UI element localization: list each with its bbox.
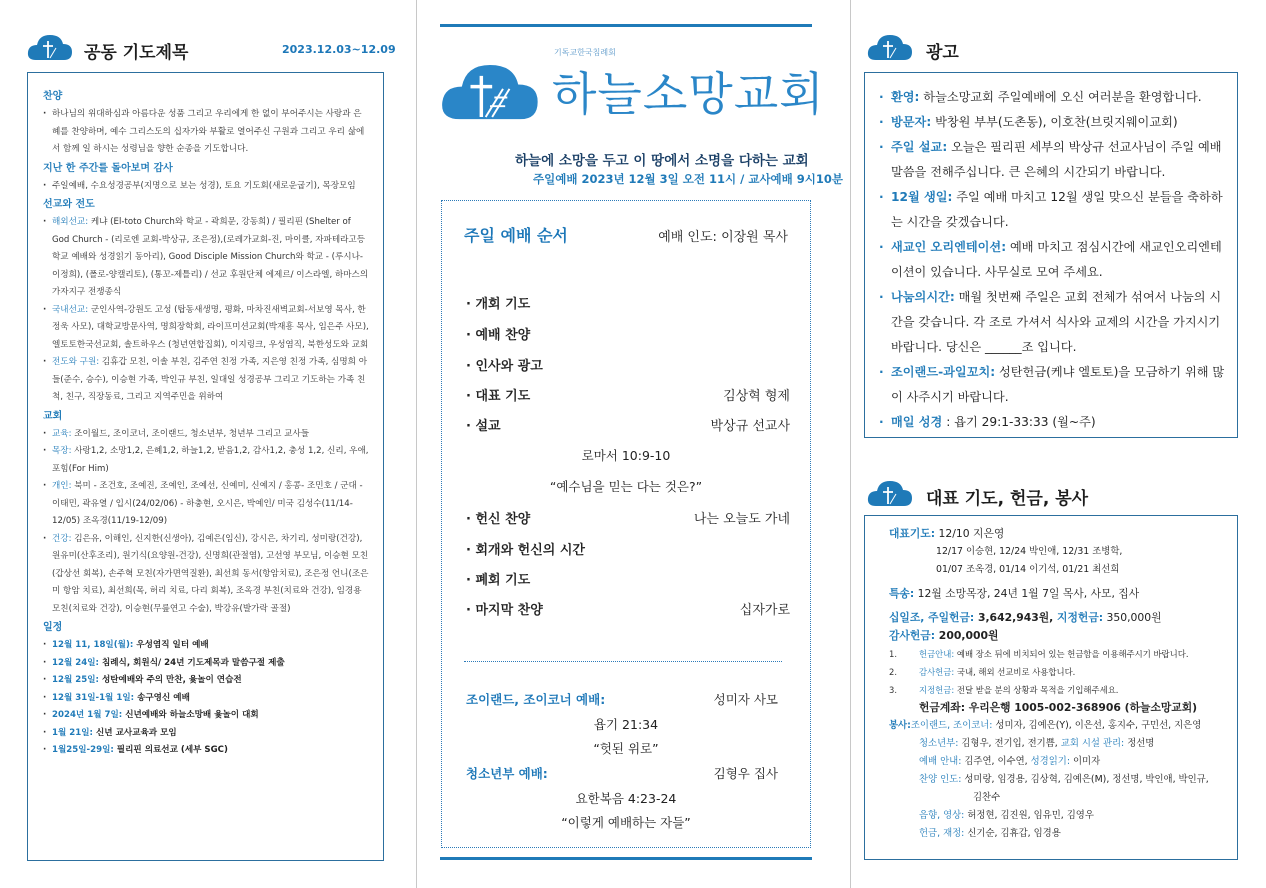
- prayer-item: · 국내선교: 군인사역-강원도 고성 (탑동새생명, 평화, 마차진새벽교회-서보영 목사, 한정욱 사모), 대학교방문사역, 명희장학회, 라이프미션교회(박재흥 목사, 임은주 사모), 엘토토한국선교회, 솔트하우스 (청년연합집회), 이지링크, 우성염직, 북한성도와 교회: [43, 302, 369, 355]
- prayer-category-church: [43, 407, 369, 619]
- offering-note: 1. 헌금안내: 예배 장소 뒤에 비치되어 있는 헌금함을 이용해주시기 바랍니다.: [889, 649, 1189, 659]
- schedule-item: · 12월 31일-1월 1일: 송구영신 예배: [43, 690, 369, 708]
- prayer-category-thanks: [43, 159, 369, 196]
- order-item: · 예배 찬양: [466, 328, 531, 343]
- prayer-item: · 전도와 구원: 김휴갑 모친, 이솔 부친, 김주연 친정 가족, 지은영 친정 가족, 심명희 아들(준수, 승수), 이승현 가족, 박인규 부친, 일대일 성경공부 그리고 기도하는 가족 친척, 친구, 직장동료, 그리고 지역주민을 위하여: [43, 354, 369, 407]
- order-item: · 폐회 기도: [466, 573, 531, 588]
- prayer-title: 공동 기도제목: [84, 43, 189, 63]
- category-title: 일정: [43, 622, 63, 633]
- prayer-item: · 건강: 김은유, 이해인, 신지한(신생아), 김예은(임신), 강시은, 차기리, 성미랑(건강), 원유미(산후조리), 원기식(요양원-건강), 신명희(관절염), 고선영 부모님, 이승현 모친(갑상선 회복), 손주혁 모친(자가면역질환), 최선희 동서(항암치료), 조은정 언니(조은미 항암 치료), 최선희(목, 허리 치료, 다리 회복), 조옥경 부친(치료와 건강), 임경용 모친(치료와 건강), 이승현(무릎연고 수술), 박강유(발가락 골절): [43, 531, 369, 619]
- ads-title: 광고: [926, 43, 959, 63]
- denomination-label: 기독교한국침례회: [554, 48, 616, 57]
- special-song: 특송: 12월 소망목장, 24년 1월 7일 목사, 사모, 집사: [889, 587, 1140, 600]
- rep-prayer-line: 01/07 조옥경, 01/14 이기석, 01/21 최선희: [936, 564, 1120, 575]
- ad-item: · 12월 생일: 주일 예배 마치고 12월 생일 맞으신 분들을 축하하는 시간을 갖겠습니다.: [879, 185, 1225, 235]
- prayer-box: [27, 72, 384, 861]
- offering-note: 3. 지정헌금: 전달 받을 분의 상황과 목적을 기입해주세요.: [889, 685, 1119, 695]
- youth-sermon-title: “이렇게 예배하는 자들”: [561, 815, 691, 830]
- ad-item: · 주일 설교: 오늘은 필리핀 세부의 박상규 선교사님이 주일 예배 말씀을 전해주십니다. 큰 은혜의 시간되기 바랍니다.: [879, 135, 1225, 185]
- ad-item: · 새교인 오리엔테이션: 예배 마치고 점심시간에 새교인오리엔테이션이 있습니다. 사무실로 모여 주세요.: [879, 235, 1225, 285]
- ad-item: · 방문자: 박창원 부부(도촌동), 이호찬(브릿지웨이교회): [879, 110, 1225, 135]
- prayer-category-mission: [43, 195, 369, 407]
- order-item: · 인사와 광고: [466, 359, 543, 374]
- bottom-rule: [440, 857, 812, 860]
- category-title: 지난 한 주간를 돌아보며 감사: [43, 162, 173, 174]
- prayer-item: · 하나님의 위대하심과 아름다운 성품 그리고 우리에게 한 없이 부어주시는 사랑과 은혜를 찬양하며, 예수 그리스도의 십자가와 부활로 열어주신 구원과 그리고 우리 삶에서 함께 일 하시는 성령님을 향한 순종을 기도합니다.: [43, 106, 369, 159]
- ad-item: · 환영: 하늘소망교회 주일예배에 오신 여러분을 환영합니다.: [879, 85, 1225, 110]
- top-rule: [440, 24, 812, 27]
- prayer-panel: [0, 0, 416, 888]
- order-item: · 대표 기도 김상혁 형제: [466, 389, 790, 404]
- prayer-item: · 개인: 북미 - 조건호, 조예진, 조예인, 조예선, 신예미, 신예지 / 홍콩- 조민호 / 군대 - 이태민, 곽유열 / 입시(24/02/06) - 하충현, 오시은, 박예인/ 미국 김성수(11/14-12/05) 조옥경(11/19-12/09): [43, 478, 369, 531]
- prayer-category-schedule: [43, 618, 369, 760]
- joy-service-header: 조이랜드, 조이코너 예배: 성미자 사모: [466, 692, 778, 707]
- service-line: 찬양 인도: 성미랑, 임경용, 김상혁, 김예은(M), 정선명, 박인애, 박인규,: [919, 774, 1209, 785]
- order-item: · 설교 박상규 선교사: [466, 419, 790, 434]
- thanks-offering: 감사헌금: 200,000원: [889, 629, 999, 642]
- church-name: 하늘소망교회: [552, 67, 825, 121]
- schedule-item: · 12월 24일: 침례식, 회원식/ 24년 기도제목과 말씀구절 제출: [43, 655, 369, 673]
- date-range: 2023.12.03~12.09: [282, 43, 396, 56]
- order-item: · 회개와 헌신의 시간: [466, 543, 585, 558]
- offering-account: 헌금계좌: 우리은행 1005-002-368906 (하늘소망교회): [919, 701, 1198, 714]
- sermon-reference: 로마서 10:9-10: [581, 448, 671, 463]
- dotted-divider: [464, 661, 782, 662]
- order-item: · 마지막 찬양 십자가로: [466, 603, 790, 618]
- service-line: 봉사:조이랜드, 조이코너: 성미자, 김예은(Y), 이은선, 홍지수, 구민선, 지은영: [889, 720, 1202, 731]
- cloud-cross-icon: [866, 32, 914, 62]
- worship-leader: 예배 인도: 이장원 목사: [658, 230, 788, 245]
- ad-item: · 조이랜드-과일꼬치: 성탄헌금(케냐 엘토토)을 모금하기 위해 많이 사주시기 바랍니다.: [879, 360, 1225, 410]
- offering-line: 십일조, 주일헌금: 3,642,943원, 지정헌금: 350,000원: [889, 611, 1162, 624]
- sermon-title: “예수님을 믿는 다는 것은?”: [549, 479, 703, 494]
- schedule-item: · 12월 25일: 성탄예배와 주의 만찬, 윷놀이 연습전: [43, 672, 369, 690]
- order-item: · 개회 기도: [466, 297, 531, 312]
- prayer-category-praise: [43, 87, 369, 159]
- worship-order-title: 주일 예배 순서: [464, 226, 568, 245]
- ads-box: [864, 72, 1238, 438]
- announcement-panel: [850, 0, 1266, 888]
- rep-box: [864, 515, 1238, 860]
- category-title: 찬양: [43, 91, 63, 102]
- rep-prayer: 대표기도: 12/10 지은영: [889, 527, 1005, 540]
- rep-title: 대표 기도, 헌금, 봉사: [926, 489, 1089, 509]
- schedule-item: · 12월 11, 18일(월): 우성염직 일터 예배: [43, 637, 369, 655]
- service-line: 예배 안내: 김주연, 이수연, 성경읽기: 이미자: [919, 756, 1101, 767]
- order-item: · 헌신 찬양 나는 오늘도 가네: [466, 512, 790, 527]
- schedule-item: · 2024년 1월 7일: 신년예배와 하늘소망배 윷놀이 대회: [43, 707, 369, 725]
- schedule-item: · 1월 21일: 신년 교사교육과 모임: [43, 725, 369, 743]
- youth-service-header: 청소년부 예배: 김형우 집사: [466, 766, 778, 781]
- offering-note: 2. 감사헌금: 국내, 해외 선교비로 사용합니다.: [889, 667, 1076, 677]
- service-line: 청소년부: 김형우, 전기입, 전기쁨, 교회 시설 관리: 정선명: [919, 738, 1155, 749]
- church-motto: 하늘에 소망을 두고 이 땅에서 소명을 다하는 교회: [515, 153, 809, 169]
- service-line: 헌금, 재정: 신기순, 김휴갑, 임경용: [919, 828, 1061, 839]
- youth-scripture: 요한복음 4:23-24: [575, 791, 677, 806]
- joy-scripture: 욥기 21:34: [593, 717, 659, 732]
- category-title: 선교와 전도: [43, 199, 95, 210]
- service-line: 김찬수: [973, 792, 1001, 803]
- prayer-item: · 목장: 사랑1,2, 소망1,2, 은혜1,2, 하늘1,2, 받음1,2, 감사1,2, 충성 1,2, 신리, 우애, 포힘(For Him): [43, 443, 369, 478]
- worship-panel: [416, 0, 850, 888]
- joy-sermon-title: “헛된 위로”: [593, 741, 659, 756]
- schedule-item: · 1월25일-29일: 필리핀 의료선교 (세부 SGC): [43, 742, 369, 760]
- service-line: 음향, 영상: 허정현, 김진원, 임유민, 김영우: [919, 810, 1094, 821]
- category-title: 교회: [43, 410, 63, 422]
- church-logo-icon: [438, 58, 542, 124]
- ad-item: · 나눔의시간: 매월 첫번째 주일은 교회 전체가 섞여서 나눔의 시간을 갖습니다. 각 조로 가셔서 식사와 교제의 시간을 가지시기 바랍니다. 당신은 ______조 입니다.: [879, 285, 1225, 360]
- prayer-item: · 교육: 조이월드, 조이코너, 조이랜드, 청소년부, 청년부 그리고 교사들: [43, 426, 369, 444]
- service-times: 주일예배 2023년 12월 3일 오전 11시 / 교사예배 9시10분: [533, 172, 843, 186]
- worship-order-box: [441, 200, 811, 848]
- rep-prayer-line: 12/17 이승현, 12/24 박인애, 12/31 조병학,: [936, 546, 1123, 557]
- prayer-item: · 주일예배, 수요성경공부(지명으로 보는 성경), 토요 기도회(새로운굽기), 목장모임: [43, 178, 369, 196]
- cloud-cross-icon: [866, 478, 914, 508]
- cloud-cross-icon: [26, 32, 74, 62]
- prayer-item: · 해외선교: 케냐 (El-toto Church와 학교 - 곽희문, 강동희) / 필리핀 (Shelter of God Church - (리로엔 교회-박상규, 조은정),(로레가교회-진, 마이클, 자파테라고등학교 예배와 성경읽기 동아리), Good Disciple Mission Church와 학교 - (루시나-이정희), (폴로-양캘리토), (통꼬-제틀리) / 선교 후원단체 에제르/ 이스라엘, 하마스의 가자지구 전쟁종식: [43, 214, 369, 302]
- ad-item: · 매일 성경 : 욥기 29:1-33:33 (월~주): [879, 410, 1225, 435]
